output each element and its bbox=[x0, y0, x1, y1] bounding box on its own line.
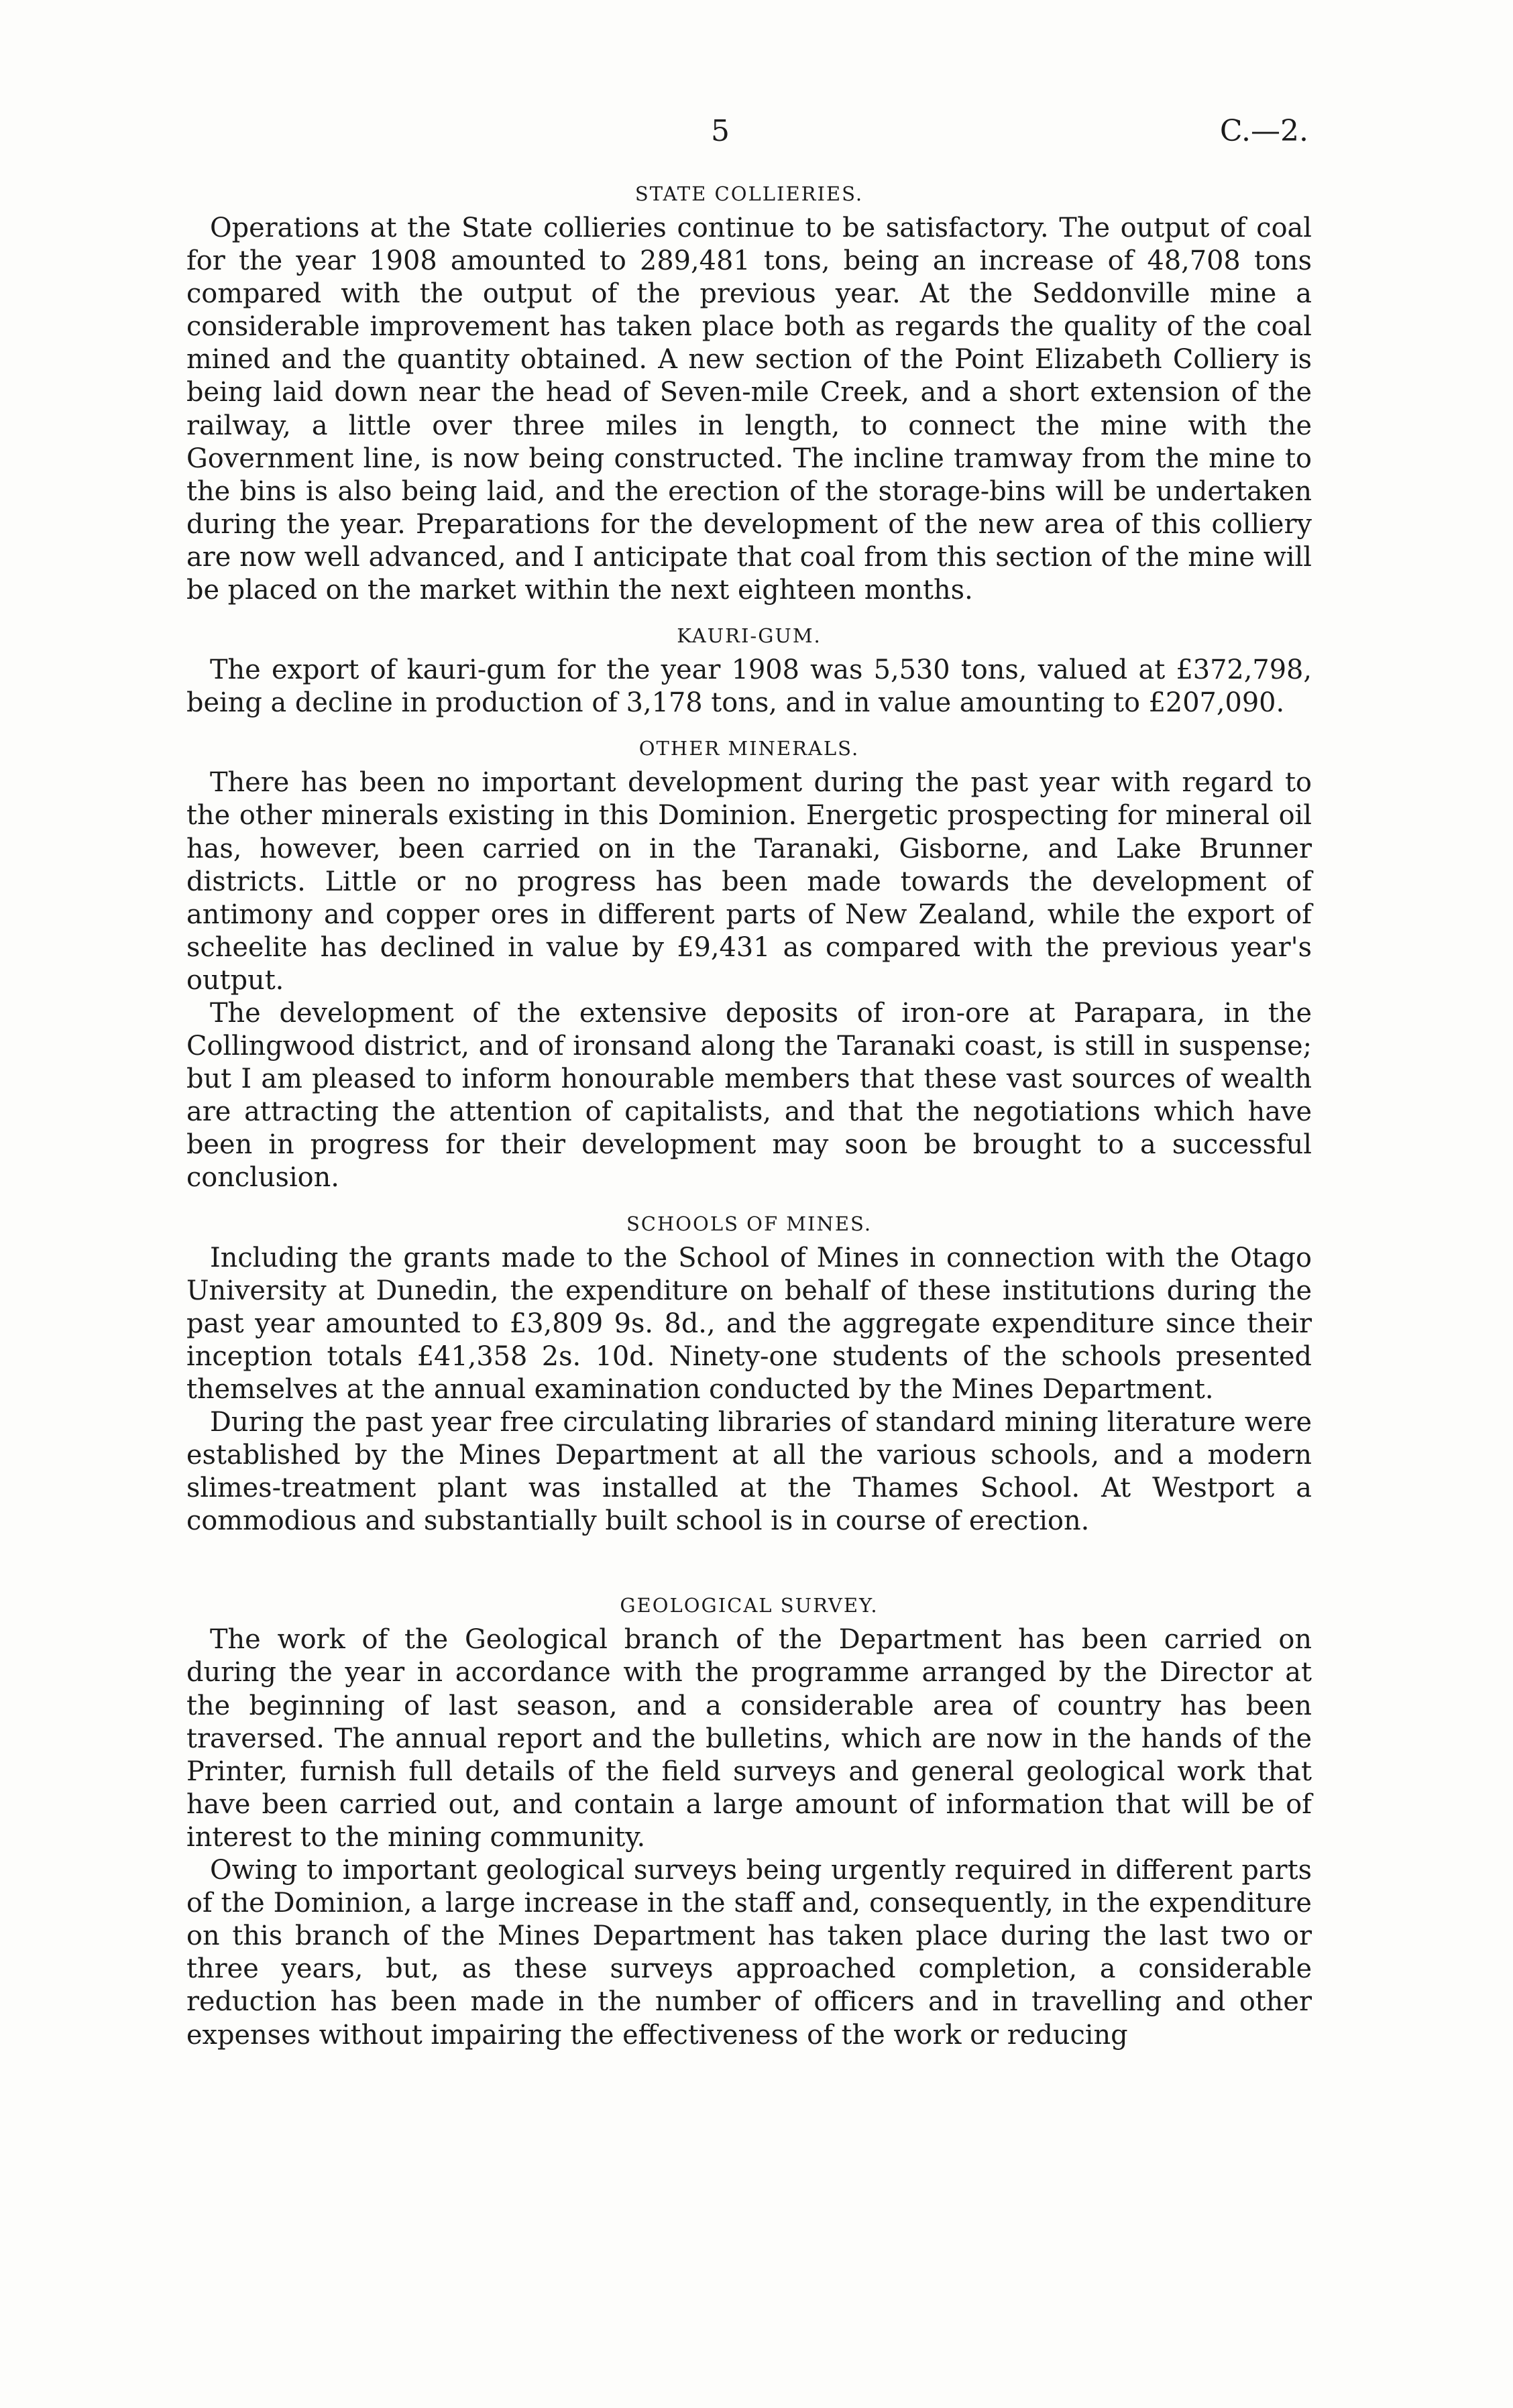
section-heading: SCHOOLS OF MINES. bbox=[626, 1212, 873, 1235]
paragraph: Owing to important geological surveys being urgently required in different parts of the Dominion, a large increase in the staff and, consequently, in the expenditure on this branch of the Mines Department has taken place during the last two or three years, but, as these surveys approached completion, a considerable reduction has been made in the number of officers and in travelling and other expenses without impairing the effectiveness of the work or reducing bbox=[186, 1855, 1312, 2051]
section-heading: STATE COLLIERIES. bbox=[634, 182, 864, 205]
paragraph: Operations at the State collieries continue to be satisfactory. The output of coal for the year 1908 amounted to 289,481 tons, being an increase of 48,708 tons compared with the output of the previous year. At the Seddonville mine a considerable improvement has taken place both as regards the quality of the coal mined and the quantity obtained. A new section of the Point Elizabeth Colliery is being laid down near the head of Seven-mile Creek, and a short extension of the railway, a little over three miles in length, to connect the mine with the Government line, is now being constructed. The incline tramway from the mine to the bins is also being laid, and the erection of the storage-bins will be undertaken during the year. Preparations for the development of the new area of this colliery are now well advanced, and I anticipate that coal from this section of the mine will be placed on the market within the next eighteen months. bbox=[186, 213, 1312, 606]
section-kauri-gum bbox=[186, 622, 1312, 720]
section-heading: KAURI-GUM. bbox=[677, 624, 822, 648]
paragraph: The development of the extensive deposits of iron-ore at Parapara, in the Collingwood district, and of ironsand along the Taranaki coast, is still in suspense; but I am pleased to inform honourable members that these vast sources of wealth are attracting the attention of capitalists, and that the negotiations which have been in progress for their development may soon be brought to a successful conclusion. bbox=[186, 997, 1312, 1194]
section-geological-survey bbox=[186, 1591, 1312, 2051]
section-state-collieries bbox=[186, 180, 1312, 607]
paragraph: Including the grants made to the School of Mines in connection with the Otago University at Dunedin, the expenditure on behalf of these institutions during the past year amounted to £3,809 9s. 8d., and the aggregate expenditure since their inception totals £41,358 2s. 10d. Ninety-one students of the schools presented themselves at the annual examination conducted by the Mines Department. bbox=[186, 1242, 1312, 1405]
page-number: 5 bbox=[711, 114, 730, 148]
paragraph: During the past year free circulating libraries of standard mining literature were established by the Mines Department at all the various schools, and a modern slimes-treatment plant was installed at the Thames School. At Westport a commodious and substantially built school is in course of erection. bbox=[186, 1407, 1312, 1537]
page-header bbox=[0, 114, 1513, 161]
section-schools-of-mines bbox=[186, 1210, 1312, 1538]
paragraph: The export of kauri-gum for the year 1908 was 5,530 tons, valued at £372,798, being a decline in production of 3,178 tons, and in value amounting to £207,090. bbox=[186, 654, 1312, 719]
page-body bbox=[186, 180, 1312, 2067]
section-other-minerals bbox=[186, 734, 1312, 1194]
section-heading: OTHER MINERALS. bbox=[638, 737, 860, 760]
paragraph: The work of the Geological branch of the Department has been carried on during the year in accordance with the programme arranged by the Director at the beginning of last season, and a considerable area of country has been traversed. The annual report and the bulletins, which are now in the hands of the Printer, furnish full details of the field surveys and general geological work that have been carried out, and contain a large amount of information that will be of interest to the mining community. bbox=[186, 1624, 1312, 1853]
section-heading: GEOLOGICAL SURVEY. bbox=[620, 1594, 879, 1617]
document-reference: C.—2. bbox=[1219, 114, 1308, 148]
paragraph: There has been no important development during the past year with regard to the other minerals existing in this Dominion. Energetic prospecting for mineral oil has, however, been carried on in the Taranaki, Gisborne, and Lake Brunner districts. Little or no progress has been made towards the development of antimony and copper ores in different parts of New Zealand, while the export of scheelite has declined in value by £9,431 as compared with the previous year's output. bbox=[186, 767, 1312, 996]
